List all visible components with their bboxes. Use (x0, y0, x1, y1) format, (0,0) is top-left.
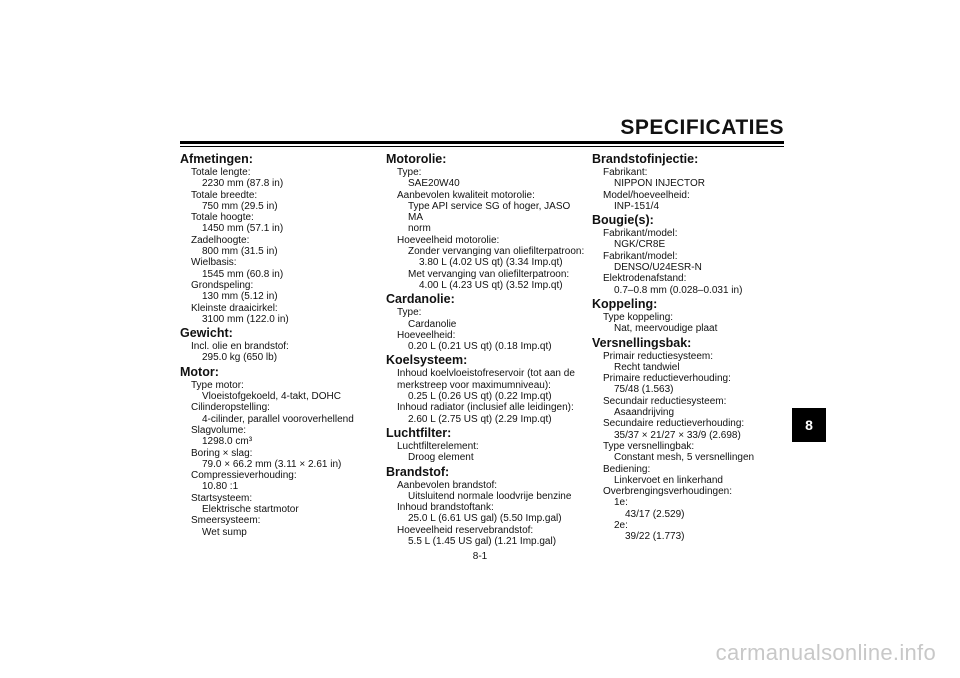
spec-line: Primair reductiesysteem: (603, 350, 714, 362)
spec-line: 4.00 L (4.23 US qt) (3.52 Imp.qt) (419, 279, 563, 291)
spec-line: Vloeistofgekoeld, 4-takt, DOHC (202, 391, 341, 403)
spec-line: 35/37 × 21/27 × 33/9 (2.698) (614, 429, 741, 441)
spec-line: Compressieverhouding: (191, 470, 297, 482)
spec-line: 295.0 kg (650 lb) (202, 352, 278, 364)
spec-line: Zadelhoogte: (191, 234, 250, 246)
spec-line: Constant mesh, 5 versnellingen (614, 452, 755, 464)
spec-heading: Brandstofinjectie: (592, 152, 699, 166)
spec-line: Overbrengingsverhoudingen: (603, 486, 732, 498)
spec-line: 79.0 × 66.2 mm (3.11 × 2.61 in) (202, 458, 342, 470)
header-rule-thick (180, 141, 784, 144)
spec-line: Cilinderopstelling: (191, 402, 270, 414)
page-title: SPECIFICATIES (620, 116, 784, 139)
spec-line: 0.20 L (0.21 US qt) (0.18 Imp.qt) (408, 341, 552, 353)
spec-line: NIPPON INJECTOR (614, 178, 705, 190)
page-number: 8-1 (472, 551, 488, 562)
spec-line: Nat, meervoudige plaat (614, 323, 718, 335)
spec-line: Hoeveelheid reservebrandstof: (397, 524, 534, 536)
spec-line: Fabrikant: (603, 167, 648, 178)
spec-heading: Bougie(s): (592, 213, 654, 228)
spec-line: 39/22 (1.773) (625, 531, 685, 543)
spec-line: Boring × slag: (191, 447, 253, 459)
spec-heading: Gewicht: (180, 326, 233, 341)
chapter-tab: 8 (792, 408, 826, 442)
spec-line: Totale breedte: (191, 189, 258, 201)
spec-line: Primaire reductieverhouding: (603, 373, 731, 385)
spec-line: Asaandrijving (614, 407, 675, 419)
header-rule-thin (180, 146, 784, 147)
spec-line: Incl. olie en brandstof: (191, 341, 289, 353)
spec-line: 2e: (614, 520, 628, 532)
spec-line: 4-cilinder, parallel vooroverhellend (202, 413, 354, 425)
spec-line: Luchtfilterelement: (397, 440, 479, 452)
spec-line: 75/48 (1.563) (614, 384, 674, 396)
spec-line: Fabrikant/model: (603, 228, 678, 240)
spec-heading: Versnellingsbak: (592, 335, 692, 350)
spec-column-1 (180, 151, 380, 538)
spec-line: Totale hoogte: (191, 212, 254, 224)
spec-line: Elektrodenafstand: (603, 273, 687, 285)
spec-line: merkstreep voor maximumniveau): (397, 379, 551, 391)
spec-line: Elektrische startmotor (202, 504, 299, 516)
spec-line: Hoeveelheid motorolie: (397, 234, 500, 246)
spec-heading: Luchtfilter: (386, 425, 452, 440)
spec-line: Wielbasis: (191, 257, 237, 269)
spec-line: 2.60 L (2.75 US qt) (2.29 Imp.qt) (408, 413, 552, 425)
spec-line: Aanbevolen brandstof: (397, 479, 498, 491)
spec-heading: Afmetingen: (180, 152, 253, 166)
spec-column-3 (592, 151, 792, 543)
spec-line: DENSO/U24ESR-N (614, 262, 702, 274)
spec-line: 1545 mm (60.8 in) (202, 268, 284, 280)
spec-line: Secundair reductiesysteem: (603, 395, 727, 407)
spec-heading: Brandstof: (386, 464, 450, 479)
watermark: carmanualsonline.info (715, 640, 936, 665)
spec-line: Type koppeling: (603, 311, 674, 323)
spec-line: 43/17 (2.529) (625, 508, 685, 520)
spec-line: 800 mm (31.5 in) (202, 246, 278, 258)
spec-line: Wet sump (202, 526, 247, 538)
spec-line: Inhoud brandstoftank: (397, 502, 494, 514)
spec-line: Type API service SG of hoger, JASO MA (408, 200, 571, 224)
spec-line: 1e: (614, 497, 628, 509)
spec-heading: Koppeling: (592, 296, 658, 311)
spec-line: 3100 mm (122.0 in) (202, 313, 289, 325)
spec-line: Inhoud radiator (inclusief alle leidingen): (397, 402, 574, 414)
spec-line: 3.80 L (4.02 US qt) (3.34 Imp.qt) (419, 257, 563, 269)
spec-line: Inhoud koelvloeistofreservoir (tot aan de (397, 368, 575, 380)
spec-line: Type versnellingbak: (603, 440, 695, 452)
spec-heading: Koelsysteem: (386, 353, 468, 368)
spec-line: Model/hoeveelheid: (603, 189, 690, 201)
spec-heading: Cardanolie: (386, 292, 455, 307)
spec-line: Type: (397, 307, 422, 319)
spec-line: Slagvolume: (191, 424, 247, 436)
spec-line: norm (408, 223, 431, 235)
spec-line: 750 mm (29.5 in) (202, 200, 278, 212)
spec-line: Type motor: (191, 379, 244, 391)
spec-line: Droog element (408, 452, 474, 464)
spec-line: Uitsluitend normale loodvrije benzine (408, 490, 572, 502)
spec-line: Secundaire reductieverhouding: (603, 418, 745, 430)
spec-line: Linkervoet en linkerhand (614, 474, 723, 486)
spec-line: 10.80 :1 (202, 481, 239, 493)
spec-line: 0.25 L (0.26 US qt) (0.22 Imp.qt) (408, 391, 552, 403)
spec-line: Grondspeling: (191, 279, 254, 291)
spec-line: 5.5 L (1.45 US gal) (1.21 Imp.gal) (408, 536, 557, 548)
spec-line: Aanbevolen kwaliteit motorolie: (397, 189, 535, 201)
spec-line: Recht tandwiel (614, 361, 680, 373)
spec-line: Smeersysteem: (191, 515, 261, 527)
spec-line: INP-151/4 (614, 200, 660, 212)
spec-heading: Motor: (180, 364, 219, 379)
spec-heading: Motorolie: (386, 152, 447, 166)
spec-line: 130 mm (5.12 in) (202, 291, 278, 303)
spec-line: 1450 mm (57.1 in) (202, 223, 284, 235)
spec-line: Type: (397, 167, 422, 178)
spec-column-2 (386, 151, 586, 547)
spec-line: Met vervanging van oliefilterpatroon: (408, 268, 570, 280)
spec-line: NGK/CR8E (614, 239, 666, 251)
spec-line: Startsysteem: (191, 492, 253, 504)
spec-line: 1298.0 cm³ (202, 436, 253, 448)
spec-line: Kleinste draaicirkel: (191, 302, 278, 314)
spec-line: 0.7–0.8 mm (0.028–0.031 in) (614, 284, 743, 296)
spec-line: Zonder vervanging van oliefilterpatroon: (408, 246, 585, 258)
spec-line: Hoeveelheid: (397, 329, 456, 341)
spec-line: Totale lengte: (191, 167, 251, 178)
spec-line: Fabrikant/model: (603, 250, 678, 262)
spec-line: Cardanolie (408, 318, 457, 330)
spec-line: SAE20W40 (408, 178, 460, 190)
spec-line: 25.0 L (6.61 US gal) (5.50 Imp.gal) (408, 513, 562, 525)
spec-line: 2230 mm (87.8 in) (202, 178, 284, 190)
spec-line: Bediening: (603, 463, 651, 475)
